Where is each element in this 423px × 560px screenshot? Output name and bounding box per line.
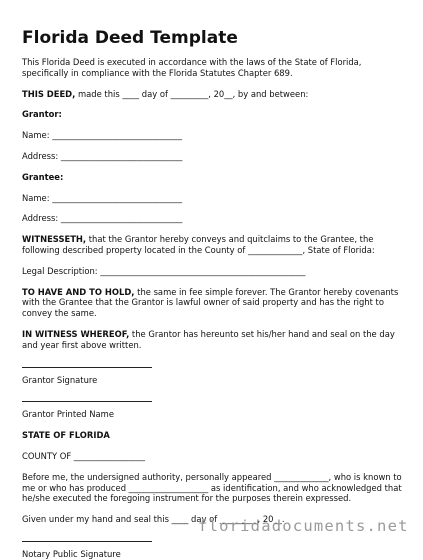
intro-paragraph: This Florida Deed is executed in accordance with the laws of the State of Florida, specifically in compliance with the Florida Statutes Chapter 689. <box>22 57 362 78</box>
state-heading: STATE OF FLORIDA <box>22 430 110 441</box>
witnesseth-paragraph <box>22 234 406 256</box>
to-have-text: the same in fee simple forever. The Grantor hereby covenants with the Grantee that the Grantor is lawful owner of said property and has the right to convey the same. <box>22 286 399 319</box>
grantor-address-line: Address: _____________________________ <box>22 150 183 161</box>
grantee-heading: Grantee: <box>22 171 64 182</box>
county-line: COUNTY OF _________________ <box>22 450 145 461</box>
grantee-name-line: Name: _______________________________ <box>22 192 183 203</box>
watermark: floridadocuments.net <box>198 517 409 535</box>
this-deed-label: THIS DEED, <box>22 88 76 99</box>
given-line: Given under my hand and seal this ____ day of _________, 20__. <box>22 514 285 525</box>
to-have-paragraph <box>22 287 406 319</box>
witnesseth-label: WITNESSETH, <box>22 234 87 245</box>
this-deed-text: made this ____ day of _________, 20__, by and between: <box>75 88 309 99</box>
grantor-signature-label: Grantor Signature <box>22 374 98 385</box>
notary-signature-label: Notary Public Signature <box>22 548 121 559</box>
legal-description-line: Legal Description: _________________________________________________ <box>22 265 306 276</box>
in-witness-paragraph <box>22 329 406 351</box>
page-title: Florida Deed Template <box>22 28 238 48</box>
deed-document <box>22 28 406 560</box>
grantor-printed-name-label: Grantor Printed Name <box>22 409 114 420</box>
notary-paragraph: Before me, the undersigned authority, personally appeared _____________, who is known to me or who has produced ___________________ as identification, and who acknowledged that he/she executed the foregoing instrument for the purposes therein expressed. <box>22 471 402 504</box>
witnesseth-text: that the Grantor hereby conveys and quitclaims to the Grantee, the following described property located in the County of _____________, State of Florida: <box>22 234 375 255</box>
to-have-label: TO HAVE AND TO HOLD, <box>22 286 135 297</box>
in-witness-text: the Grantor has hereunto set his/her hand and seal on the day and year first above written. <box>22 328 395 350</box>
grantor-heading: Grantor: <box>22 109 62 120</box>
grantor-name-line: Name: _______________________________ <box>22 130 183 141</box>
in-witness-label: IN WITNESS WHEREOF, <box>22 328 130 339</box>
grantee-address-line: Address: _____________________________ <box>22 213 183 224</box>
this-deed-paragraph <box>22 89 406 100</box>
